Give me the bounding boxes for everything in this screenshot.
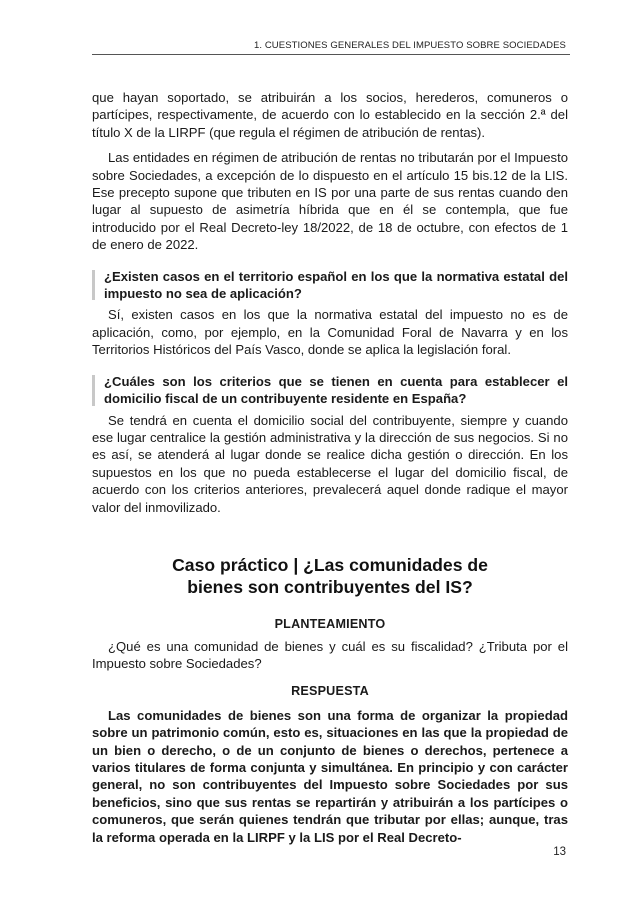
paragraph-continuation: que hayan soportado, se atribuirán a los socios, herederos, comuneros o partícipes, respectivamente, de acuerdo con lo establecido en la sección 2.ª del título X de la LIRPF (que regula el régimen de atribución de rentas). — [92, 90, 568, 140]
question-block-2 — [92, 373, 568, 408]
planteamiento-heading: PLANTEAMIENTO — [274, 616, 386, 631]
running-header — [0, 0, 638, 60]
question-heading: ¿Existen casos en el territorio español en los que la normativa estatal del impuesto no sea de aplicación? — [104, 268, 568, 302]
page-body — [92, 89, 568, 846]
question-heading: ¿Cuáles son los criterios que se tienen en cuenta para establecer el domicilio fiscal de un contribuyente residente en España? — [104, 373, 568, 407]
question-block-1 — [92, 268, 568, 303]
planteamiento-text: ¿Qué es una comunidad de bienes y cuál es su fiscalidad? ¿Tributa por el Impuesto sobre Sociedades? — [92, 638, 568, 672]
case-title-line: Caso práctico | ¿Las comunidades de — [172, 554, 488, 575]
paragraph-atribucion-rentas: Las entidades en régimen de atribución de rentas no tributarán por el Impuesto sobre Sociedades, a excepción de lo dispuesto en el artículo 15 bis.12 de la LIS. Ese precepto supone que tributen en IS por una parte de sus rentas cuando den lugar al supuesto de asimetría híbrida que en él se contempla, que fue introducido por el Real Decreto-ley 18/2022, de 18 de octubre, con efectos de 1 de enero de 2022. — [92, 150, 568, 253]
answer-paragraph: Sí, existen casos en los que la normativa estatal del impuesto no es de aplicación, como, por ejemplo, en la Comunidad Foral de Navarra y en los Territorios Históricos del País Vasco, donde se aplica la legislación foral. — [92, 307, 568, 358]
respuesta-heading: RESPUESTA — [291, 683, 369, 698]
answer-paragraph: Se tendrá en cuenta el domicilio social del contribuyente, siempre y cuando ese lugar centralice la gestión administrativa y la dirección de sus negocios. Si no es así, se atenderá al lugar donde se realice dicha gestión o dirección. En los supuestos en los que no pueda establecerse el lugar del domicilio fiscal, de acuerdo con los criterios anteriores, prevalecerá aquel donde radique el mayor valor del inmovilizado. — [92, 412, 568, 515]
respuesta-text: Las comunidades de bienes son una forma de organizar la propiedad sobre un patrimonio común, esto es, situaciones en las que la propiedad de un bien o derecho, o de un conjunto de bienes o derechos, pertenece a varios titulares de forma conjunta y simultánea. En principio y con carácter general, no son contribuyentes del Impuesto sobre Sociedades por sus beneficios, sino que sus rentas se repartirán y atribuirán a los partícipes o comuneros, que serán quienes tendrán que tributar por ellas; aunque, tras la reforma operada en la LIRPF y la LIS por el Real Decreto- — [92, 707, 568, 845]
running-header-title: 1. CUESTIONES GENERALES DEL IMPUESTO SOBRE SOCIEDADES — [253, 40, 566, 51]
question-marker-bar — [92, 270, 95, 301]
page-number: 13 — [553, 846, 566, 858]
question-marker-bar — [92, 375, 95, 406]
header-rule — [92, 54, 570, 55]
case-title — [92, 554, 568, 598]
case-title-line: bienes son contribuyentes del IS? — [187, 576, 473, 597]
